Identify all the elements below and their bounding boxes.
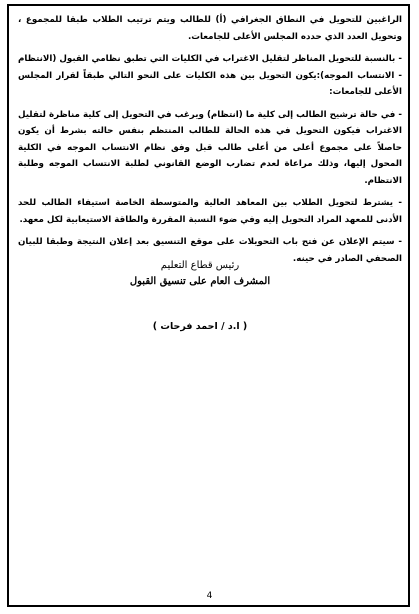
paragraph-regular-student-case: - في حالة ترشيح الطالب إلى كلية ما (انتظام) ويرغب في التحويل إلى كلية مناظرة لتقليل الاغتراب فيكون التحويل في هذه الحالة للطالب المنتظم بنفس حالته بشرط أن يكون حاصلاً على مجموع أعلى من أعلى طالب قبل وفق نظام الانتساب الموجه في الكلية المحول إليها، وذلك مراعاة لعدم تضارب الوضع القانوني لطلبة الانتساب الموجه وطلبة الانتظام. <box>18 109 402 186</box>
signature-block <box>40 258 360 290</box>
paragraph-continuation: الراغبين للتحويل في النطاق الجغرافي (أ) للطالب ويتم ترتيب الطلاب طبقا للمجموع ، وتحويل العدد الذي حدده المجلس الأعلى للجامعات. <box>18 15 402 42</box>
document-body <box>18 12 402 273</box>
signer-name: ( ا.د / احمد فرحات ) <box>152 321 248 332</box>
paragraph-institutes-transfer: - يشترط لتحويل الطلاب بين المعاهد العالية والمتوسطة الخاصة استيفاء الطالب للحد الأدنى للمعهد المراد التحويل إليه وفي ضوء النسبة المقررة والطاقة الاستيعابية لكل معهد. <box>18 198 402 225</box>
page-number: 4 <box>206 591 213 601</box>
signature-title-line: رئيس قطاع التعليم <box>160 260 240 271</box>
signature-role-line: المشرف العام على تنسيق القبول <box>129 276 271 287</box>
paragraph-announcement: - سيتم الإعلان عن فتح باب التحويلات على موقع التنسيق بعد إعلان النتيجة وطبقا للبيان الصحفي الصادر في حينه. <box>18 237 402 264</box>
paragraph-equivalent-transfer: - بالنسبة للتحويل المناظر لتقليل الاغتراب في الكليات التي تطبق نظامي القبول (الانتظام - الانتساب الموجه):يكون التحويل بين هذه الكليات على النحو التالي طبقاً لقرار المجلس الأعلى للجامعات: <box>18 54 402 97</box>
